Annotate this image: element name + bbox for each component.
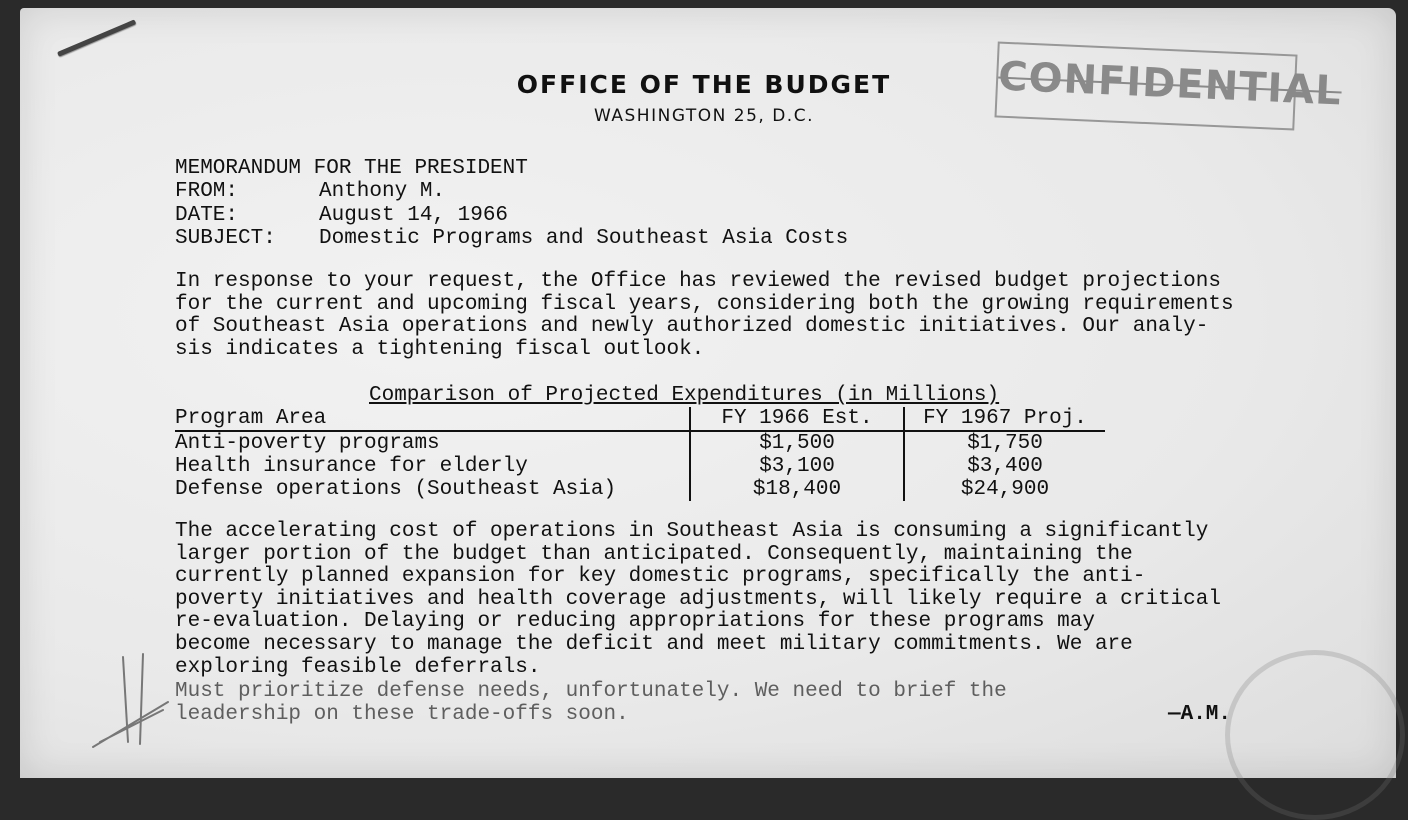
table-row	[175, 455, 1105, 478]
office-address: WASHINGTON 25, D.C.	[594, 106, 814, 126]
handwritten-note: Must prioritize defense needs, unfortunately. We need to brief the leadership on these trade-offs soon.	[175, 680, 1007, 726]
col-header-fy1967: FY 1967 Proj.	[904, 407, 1105, 431]
cell-fy1967: $3,400	[904, 455, 1105, 478]
cell-fy1966: $3,100	[690, 455, 904, 478]
memo-date-row	[175, 204, 848, 227]
pencil-mark	[88, 652, 178, 752]
cell-program: Anti-poverty programs	[175, 432, 440, 455]
stamp-text: CONFIDENTIAL	[997, 53, 1343, 115]
cell-fy1966: $1,500	[690, 431, 904, 455]
memo-subject-row	[175, 227, 848, 250]
from-value: Anthony M.	[319, 180, 446, 204]
date-label: DATE:	[175, 203, 239, 227]
col-header-fy1966: FY 1966 Est.	[690, 407, 904, 431]
cell-program: Health insurance for elderly	[175, 455, 528, 478]
table-row	[175, 431, 1105, 455]
cell-fy1967: $1,750	[904, 431, 1105, 455]
memo-heading	[175, 157, 848, 180]
cell-fy1967: $24,900	[904, 478, 1105, 501]
table-title: Comparison of Projected Expenditures (in Millions)	[369, 384, 1000, 407]
col-header-program: Program Area	[175, 407, 690, 431]
date-value: August 14, 1966	[319, 203, 509, 227]
memo-header	[175, 157, 848, 250]
office-title: OFFICE OF THE BUDGET	[516, 70, 892, 99]
cell-fy1966: $18,400	[690, 478, 904, 501]
table-header-row	[175, 407, 1105, 431]
signature: —A.M.	[1168, 703, 1232, 726]
analysis-paragraph: The accelerating cost of operations in Southeast Asia is consuming a significantly larger portion of the budget than anticipated. Consequently, maintaining the currently planned expansion for key domestic programs, specifically the anti- poverty initiatives and health coverage adjustments, will likely require a critical re-evaluation. Delaying or reducing appropriations for these programs may become necessary to manage the deficit and meet military commitments. We are exploring feasible deferrals.	[175, 520, 1221, 679]
confidential-stamp	[994, 41, 1343, 130]
subject-label: SUBJECT:	[175, 226, 276, 250]
subject-value: Domestic Programs and Southeast Asia Costs	[319, 226, 849, 250]
cell-program: Defense operations (Southeast Asia)	[175, 478, 617, 501]
expenditure-table	[175, 407, 1105, 501]
coffee-ring-stain	[1225, 650, 1405, 820]
memo-from-row	[175, 180, 848, 203]
intro-paragraph: In response to your request, the Office has reviewed the revised budget projections for the current and upcoming fiscal years, considering both the growing requirements of Southeast Asia operations and newly authorized domestic initiatives. Our analy- sis indicates a tightening fiscal outlook.	[175, 270, 1234, 361]
memo-heading-text: MEMORANDUM FOR THE PRESIDENT	[175, 157, 528, 180]
table-row	[175, 478, 1105, 501]
from-label: FROM:	[175, 180, 239, 204]
